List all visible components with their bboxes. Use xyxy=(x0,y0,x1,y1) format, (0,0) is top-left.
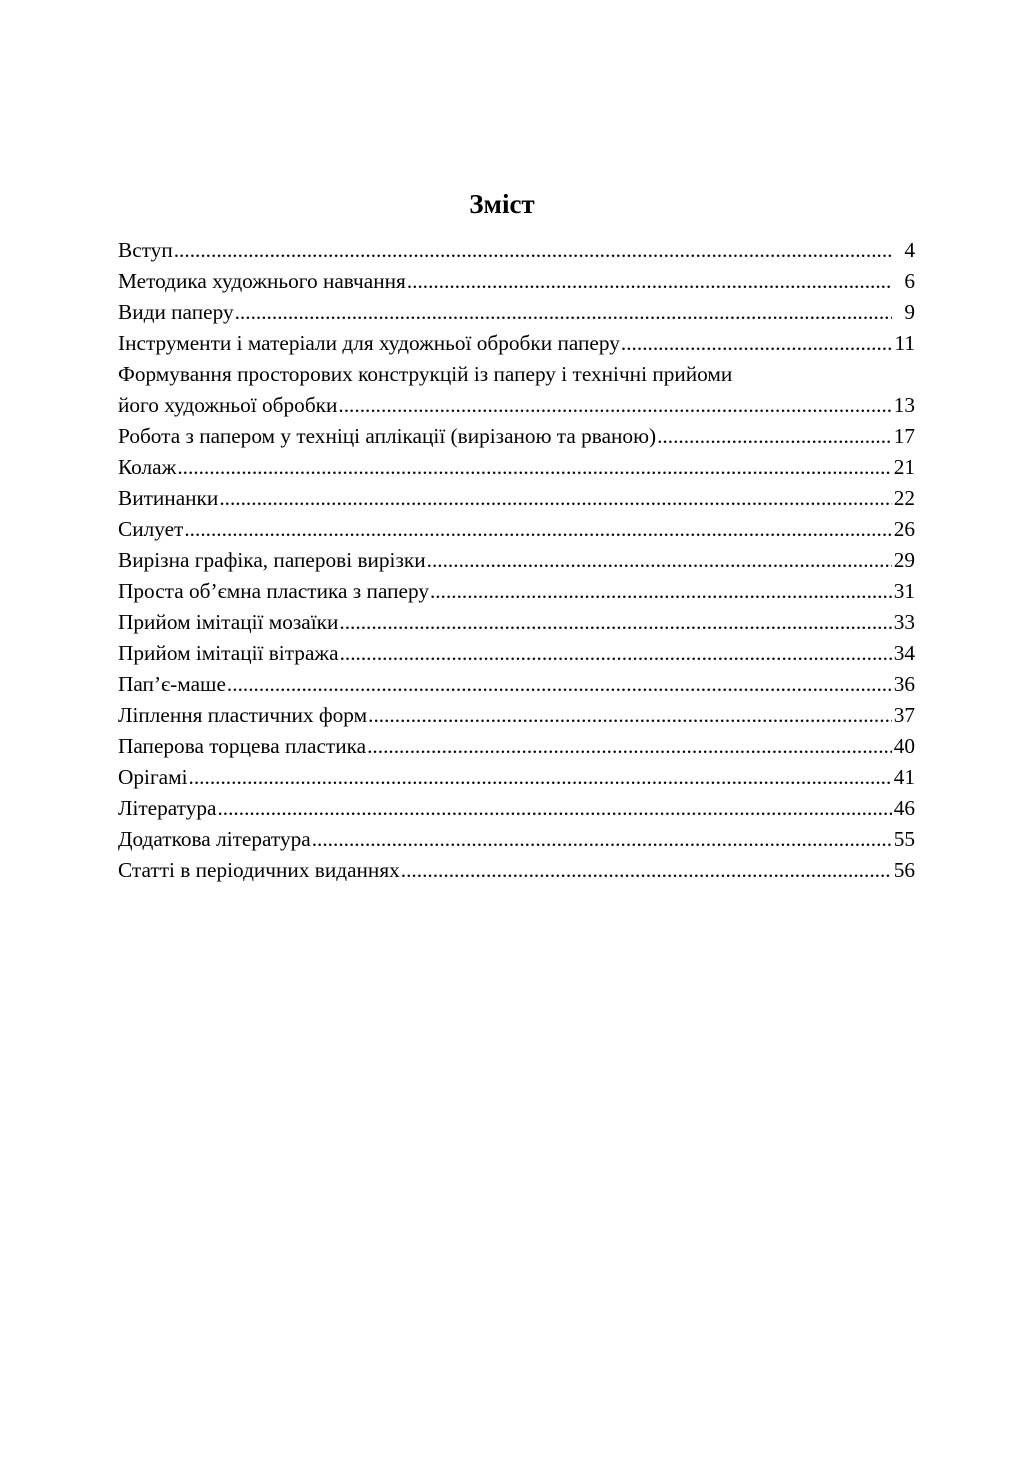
toc-entry-page: 37 xyxy=(893,703,915,727)
toc-leader-dots xyxy=(219,483,892,514)
toc-leader-dots xyxy=(227,669,892,700)
toc-leader-dots xyxy=(217,793,892,824)
toc-entry-title: Пап’є-маше xyxy=(118,672,226,696)
toc-entry xyxy=(118,266,915,297)
toc-entry-title: Додаткова література xyxy=(118,827,311,851)
toc-entry xyxy=(118,638,915,669)
toc-entry xyxy=(118,421,915,452)
toc-entry-page: 31 xyxy=(893,579,915,603)
toc-entry-title: Прийом імітації мозаїки xyxy=(118,610,339,634)
toc-leader-dots xyxy=(427,545,892,576)
toc-entry-page: 6 xyxy=(904,269,915,293)
toc-entry-page: 26 xyxy=(893,517,915,541)
toc-entry xyxy=(118,700,915,731)
toc-entry-title: Орігамі xyxy=(118,765,188,789)
toc-entry xyxy=(118,390,915,421)
toc-entry xyxy=(118,855,915,886)
toc-entry-title: Витинанки xyxy=(118,486,219,510)
toc-entry-title: Ліплення пластичних форм xyxy=(118,703,368,727)
toc-entry-page: 34 xyxy=(893,641,915,665)
toc-leader-dots xyxy=(340,638,892,669)
toc-entry xyxy=(118,607,915,638)
toc-entry xyxy=(118,483,915,514)
toc-leader-dots xyxy=(368,700,892,731)
page-title: Зміст xyxy=(469,189,535,219)
toc-entry-title: Статті в періодичних виданнях xyxy=(118,858,400,882)
toc-entry-page: 55 xyxy=(893,827,915,851)
toc-leader-dots xyxy=(338,390,892,421)
toc-entry xyxy=(118,793,915,824)
toc-entry-page: 22 xyxy=(893,486,915,510)
toc-entry-page: 21 xyxy=(893,455,915,479)
toc-entry-title: Формування просторових конструкцій із паперу і технічні прийоми xyxy=(118,362,733,386)
toc-leader-dots xyxy=(339,607,892,638)
toc-entry xyxy=(118,669,915,700)
toc-entry-title: Інструменти і матеріали для художньої обробки паперу xyxy=(118,331,620,355)
toc-entry-title-continued: його художньої обробки xyxy=(118,393,338,417)
toc-leader-dots xyxy=(184,514,892,545)
toc-entry-page: 9 xyxy=(904,300,915,324)
toc-entry-title: Проста об’ємна пластика з паперу xyxy=(118,579,429,603)
toc-leader-dots xyxy=(235,297,892,328)
toc-entry xyxy=(118,731,915,762)
table-of-contents xyxy=(118,235,915,886)
toc-entry-title: Паперова торцева пластика xyxy=(118,734,367,758)
toc-entry-page: 13 xyxy=(893,393,915,417)
toc-entry xyxy=(118,452,915,483)
toc-leader-dots xyxy=(312,824,892,855)
toc-entry-title: Прийом імітації вітража xyxy=(118,641,339,665)
toc-leader-dots xyxy=(430,576,892,607)
toc-entry-page: 46 xyxy=(893,796,915,820)
toc-entry xyxy=(118,545,915,576)
toc-entry-title: Види паперу xyxy=(118,300,234,324)
toc-entry-page: 36 xyxy=(893,672,915,696)
toc-entry-page: 11 xyxy=(894,331,915,355)
toc-leader-dots xyxy=(621,328,892,359)
toc-entry xyxy=(118,297,915,328)
toc-entry-title: Література xyxy=(118,796,217,820)
toc-entry-page: 41 xyxy=(893,765,915,789)
toc-leader-dots xyxy=(657,421,892,452)
toc-entry-title: Вирізна графіка, паперові вирізки xyxy=(118,548,426,572)
toc-leader-dots xyxy=(407,266,892,297)
toc-entry xyxy=(118,235,915,266)
toc-leader-dots xyxy=(401,855,892,886)
toc-entry-page: 56 xyxy=(893,858,915,882)
toc-leader-dots xyxy=(177,452,892,483)
toc-entry xyxy=(118,762,915,793)
toc-entry-page: 17 xyxy=(893,424,915,448)
toc-entry xyxy=(118,824,915,855)
toc-entry xyxy=(118,514,915,545)
toc-entry-title: Вступ xyxy=(118,238,173,262)
toc-leader-dots xyxy=(189,762,892,793)
toc-entry-page: 4 xyxy=(904,238,915,262)
toc-entry xyxy=(118,328,915,359)
toc-entry-page: 33 xyxy=(893,610,915,634)
toc-entry-title: Колаж xyxy=(118,455,177,479)
toc-leader-dots xyxy=(174,235,892,266)
toc-leader-dots xyxy=(367,731,892,762)
toc-entry-title: Силует xyxy=(118,517,184,541)
toc-entry xyxy=(118,576,915,607)
toc-entry-page: 40 xyxy=(893,734,915,758)
toc-entry-title: Методика художнього навчання xyxy=(118,269,406,293)
toc-entry-title: Робота з папером у техніці аплікації (вирізаною та рваною) xyxy=(118,424,657,448)
toc-entry-line1 xyxy=(118,359,915,390)
toc-entry-page: 29 xyxy=(893,548,915,572)
